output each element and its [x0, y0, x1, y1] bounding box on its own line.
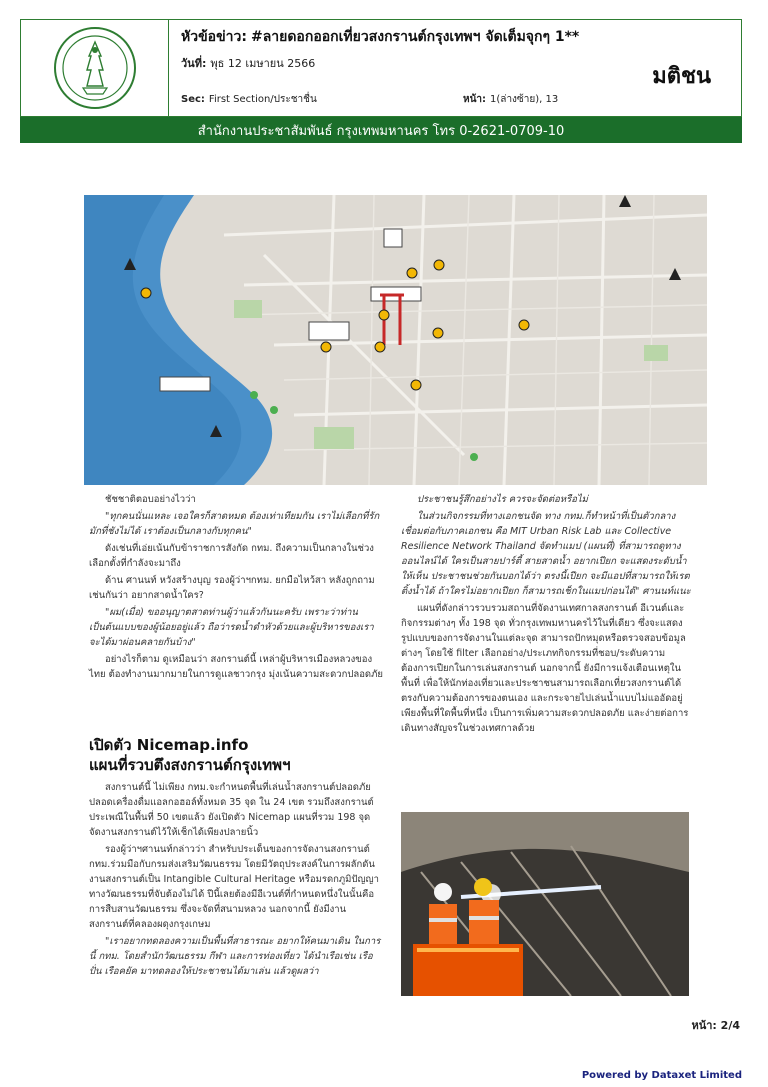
left-column-top: [89, 492, 384, 684]
section-label: Sec:: [181, 94, 205, 105]
headline-label: หัวข้อข่าว:: [181, 29, 247, 45]
workers-photo-icon: [401, 812, 689, 996]
page-value: 1(ล่างซ้าย), 13: [490, 94, 559, 105]
powered-by: Powered by Dataxet Limited: [581, 1070, 742, 1081]
date-row: [181, 54, 621, 72]
quote-paragraph: "ผม(เมื่อ) ขออนุญาตสาดท่านผู้ว่าแล้วกันนะครับ เพราะว่าท่านเป็นต้นแบบของผู้น้อยอยู่แล้ว ถือว่ารดน้ำดำหัวด้วยและผู้บริหารของเราจะได้มาผ่อนคลายกันบ้าง": [89, 607, 374, 648]
header-info: [181, 26, 621, 105]
workers-photo: [401, 812, 689, 996]
paragraph: แผนที่ดังกล่าวรวบรวมสถานที่จัดงานเทศกาลสงกรานต์ อีเวนต์และกิจกรรมต่างๆ ทั้ง 198 จุด ทั่วกรุงเทพมหานครไว้ในที่เดียว ซึ่งจะแสดงรูปแบบของการจัดงานในแต่ละจุด สามารถปักหมุดหรือตรวจสอบข้อมูลต่างๆ โดยใช้ filter เลือกอย่าง/ประเภทกิจกรรมที่ชอบ/ระดับความต้องการเปียกในการเล่นสงกรานต์ นอกจากนี้ ยังมีการแจ้งเตือนเหตุในพื้นที่ เพื่อให้นักท่องเที่ยวและประชาชนสามารถเลือกเที่ยวสงกรานต์ได้ตรงกับความต้องการของตนเอง และกระจายไปเล่นน้ำแบบไม่แออัดอยู่เพียงพื้นที่ใดพื้นที่หนึ่ง เป็นการเพิ่มความสะดวกปลอดภัย และง่ายต่อการเดินทางสัญจรในช่วงเทศกาลด้วย: [401, 603, 689, 734]
paragraph: ด้าน ศานนท์ หวังสร้างบุญ รองผู้ว่าฯกทม. ยกมือไหว้สา หลังถูกถามเช่นกันว่า อยากสาดน้ำใคร?: [89, 575, 375, 601]
quote-paragraph: ประชาชนรู้สึกอย่างไร ควรจะจัดต่อหรือไม่: [417, 494, 588, 505]
headline-text: #ลายดอกออกเที่ยวสงกรานต์กรุงเทพฯ จัดเต็มจุกๆ 1**: [250, 29, 580, 45]
paragraph: รองผู้ว่าฯศานนท์กล่าวว่า สำหรับประเด็นของการจัดงานสงกรานต์ กทม.ร่วมมือกับกรมส่งเสริมวัฒนธรรม โดยมีวัตถุประสงค์ในการผลักดันงานสงกรานต์เป็น Intangible Cultural Heritage หรือมรดกภูมิปัญญาทางวัฒนธรรมที่จับต้องไม่ได้ ปีนี้เลยต้องมีอีเวนต์ที่กำหนดหนึ่งในนั้นคือ การสืบสานวัฒนธรรม ซึ่งจะจัดที่สนามหลวง นอกจากนี้ ยังมีงานสงกรานต์ที่คลองผดุงกรุงเกษม: [89, 844, 379, 930]
right-column: [401, 492, 693, 804]
bma-seal-icon: [53, 26, 137, 110]
page-row: [463, 92, 558, 107]
page-indicator: หน้า: 2/4: [691, 1019, 740, 1032]
paragraph: ชัชชาติตอบอย่างไวว่า: [105, 494, 196, 505]
paragraph: ดังเช่นที่เอ่ยเน้นกับข้าราชการสังกัด กทม. ถึงความเป็นกลางในช่วงเลือกตั้งที่กำลังจะมาถึง: [89, 543, 374, 569]
bma-logo-cell: [21, 20, 169, 116]
quote-paragraph: "ทุกคนนั่นแหละ เจอใครก็สาดหมด ต้องเท่าเทียมกัน เราไม่เลือกที่รักมักที่ชังไม่ได้ เราต้องเป็นกลางกับทุกคน": [89, 511, 380, 537]
office-banner: สำนักงานประชาสัมพันธ์ กรุงเทพมหานคร โทร 0-2621-0709-10: [20, 117, 742, 143]
date-value: พุธ 12 เมษายน 2566: [210, 57, 316, 70]
section-heading-line-2: แผนที่รวบตึงสงกรานต์กรุงเทพฯ: [89, 756, 291, 774]
section-heading-line-1: เปิดตัว Nicemap.info: [89, 736, 249, 754]
publication-name: มติชน: [652, 64, 711, 89]
headline-row: [181, 26, 621, 48]
left-column-bottom: [89, 780, 384, 995]
paragraph: อย่างไรก็ตาม ดูเหมือนว่า สงกรานต์นี้ เหล่าผู้บริหารเมืองหลวงของไทย ต้องทำงานมากมายในการดูแลชาวกรุง มุ่งเน้นความสะดวกปลอดภัย: [89, 654, 383, 680]
paragraph: สงกรานต์นี้ ไม่เพียง กทม.จะกำหนดพื้นที่เล่นน้ำสงกรานต์ปลอดภัย ปลอดเครื่องดื่มแอลกอฮอล์ทั้งหมด 35 จุด ใน 24 เขต รวมถึงสงกรานต์ประเพณีในพื้นที่ 50 เขตแล้ว ยังเปิดตัว Nicemap แผนที่รวม 198 จุด จัดงานสงกรานต์ไว้ให้เช็กได้เพียงปลายนิ้ว: [89, 782, 374, 838]
quote-paragraph: "เราอยากทดลองความเป็นพื้นที่สาธารณะ อยากให้คนมาเดิน ในการนี้ กทม. โดยสำนักวัฒนธรรม กีฬา และการท่องเที่ยว ได้นำเรือเช่น เรือปั่น เรือคยัค มาทดลองให้ประชาชนได้มาเล่น แล้วดูผลว่า: [89, 936, 381, 977]
map-illustration-icon: [84, 195, 707, 485]
section-heading: [89, 735, 389, 775]
section-row: [181, 92, 317, 107]
section-value: First Section/ประชาชื่น: [208, 94, 317, 105]
page-label: หน้า:: [463, 94, 487, 105]
nicemap-image: [84, 195, 707, 485]
clipping-header: [20, 19, 742, 117]
quote-paragraph: ในส่วนกิจกรรมที่ทางเอกชนจัด ทาง กทม.ก็ทำหน้าที่เป็นตัวกลางเชื่อมต่อกับภาคเอกชน คือ MIT Urban Risk Lab และ Collective Resilience Network Thailand จัดทำแมป (แผนที่) ที่สามารถดูทางออนไลน์ได้ ใครเป็นสายปาร์ตี้ สายสาดน้ำ อยากเปียก จะแสดงระดับน้ำให้เห็น ประชาชนช่วยกันบอกได้ว่า ตรงนี้เปียก จะมีแอปที่สามารถให้เรตติ้งน้ำได้ ถ้าใครไม่อยากเปียก ก็สามารถเช็กในแมปก่อนได้" ศานนท์แนะ: [401, 511, 691, 597]
date-label: วันที่:: [181, 57, 207, 70]
